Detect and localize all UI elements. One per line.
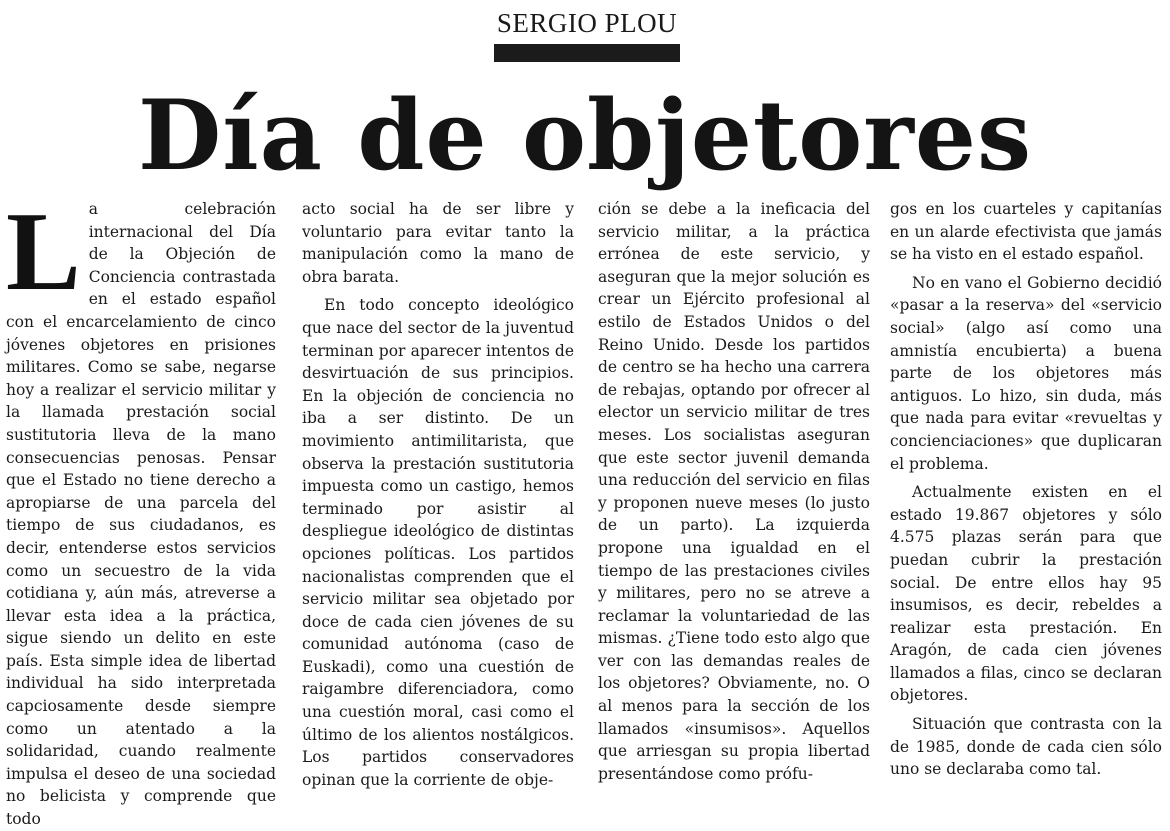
article-column-1 <box>6 190 276 829</box>
headline: Día de objetores <box>137 79 1032 192</box>
paragraph: acto social ha de ser libre y voluntario para evitar tanto la manipulación como la mano de obra barata. <box>302 200 574 286</box>
paragraph: Situación que contrasta con la de 1985, donde de cada cien sólo uno se declaraba como tal. <box>890 715 1162 779</box>
article-column-2 <box>302 198 574 789</box>
byline: SERGIO PLOU <box>496 8 678 38</box>
paragraph <box>6 190 276 831</box>
paragraph: gos en los cuarteles y capitanías en un alarde efectivista que jamás se ha visto en el estado español. <box>890 200 1162 264</box>
paragraph: Actualmente existen en el estado 19.867 objetores y sólo 4.575 plazas serán para que puedan cubrir la prestación social. De entre ellos hay 95 insumisos, es decir, rebeldes a realizar esta prestación. En Aragón, de cada cien jóvenes llamados a filas, cinco se declaran objetores. <box>890 483 1162 705</box>
article-column-4 <box>890 198 1162 779</box>
paragraph: ción se debe a la ineficacia del servicio militar, a la práctica errónea de este servicio, y aseguran que la mejor solución es crear un Ejército profesional al estilo de Estados Unidos o del Reino Unido. Desde los partidos de centro se ha hecho una carrera de rebajas, optando por ofrecer al elector un servicio militar de tres meses. Los socialistas aseguran que este sector juvenil demanda una reducción del servicio en filas y proponen nueve meses (lo justo de un parto). La izquierda propone una igualdad en el tiempo de las prestaciones civiles y militares, pero no se atreve a reclamar la voluntariedad de las mismas. ¿Tiene todo esto algo que ver con las demandas reales de los objetores? Obviamente, no. O al menos para la sección de los llamados «insumisos». Aquellos que arriesgan su propia libertad presentándose como prófu- <box>598 200 870 783</box>
paragraph-text: a celebración internacional del Día de la Objeción de Conciencia contrastada en el estado español con el encarcelamiento de cinco jóvenes objetores en prisiones militares. Como se sabe, negarse hoy a realizar el servicio militar y la llamada prestación social sustitutoria lleva de la mano consecuencias penosas. Pensar que el Estado no tiene derecho a apropiarse de una parcela del tiempo de sus ciudadanos, es decir, entenderse estos servicios como un secuestro de la vida cotidiana y, aún más, atreverse a llevar esta idea a la práctica, sigue siendo un delito en este país. Esta simple idea de libertad individual ha sido interpretada capciosamente desde siempre como un atentado a la solidaridad, cuando realmente impulsa el deseo de una sociedad no belicista y comprende que todo <box>6 200 276 829</box>
paragraph: En todo concepto ideológico que nace del sector de la juventud terminan por aparecer intentos de desvirtuación de sus principios. En la objeción de conciencia no iba a ser distinto. De un movimiento antimilitarista, que observa la prestación sustitutoria impuesta como un castigo, hemos terminado por asistir al despliegue ideológico de distintas opciones políticas. Los partidos nacionalistas comprenden que el servicio militar sea objetado por doce de cada cien jóvenes de su comunidad autónoma (caso de Euskadi), como una cuestión de raigambre diferenciadora, como una cuestión moral, casi como el último de los alientos nostálgicos. Los partidos conservadores opinan que la corriente de obje- <box>302 296 574 789</box>
paragraph: No en vano el Gobierno decidió «pasar a la reserva» del «servicio social» (algo así como una amnistía encubierta) a buena parte de los objetores más antiguos. Lo hizo, sin duda, más que nada para evitar «revueltas y concienciaciones» que duplicaran el problema. <box>890 273 1162 473</box>
byline-rule <box>494 44 680 62</box>
drop-cap: L <box>6 190 81 314</box>
article-column-3 <box>598 198 870 783</box>
